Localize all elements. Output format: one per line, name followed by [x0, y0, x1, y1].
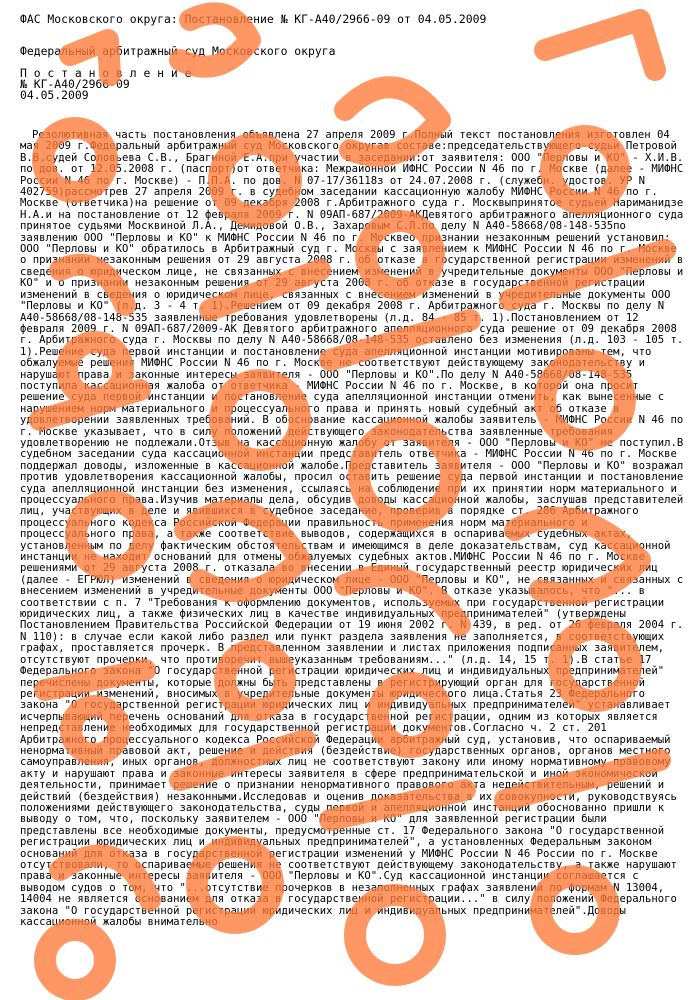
court-name: Федеральный арбитражный суд Московского округа	[20, 44, 336, 58]
page-title: ФАС Московского округа: Постановление № КГ-А40/2966-09 от 04.05.2009	[20, 12, 487, 26]
document-heading	[20, 68, 191, 101]
document-date: 04.05.2009	[20, 88, 89, 102]
document-body: Резолютивная часть постановления объявлена 27 апреля 2009 г.Полный текст постановления изготовлен 04 мая 2009 г.Федеральный арбитражный суд Московского округав составе:председательствующего-судьи Петровой В.В.судей Соловьева С.В., Брагиной Е.А.при участии в заседании:от заявителя: ООО "Перловы и КО" - Х.И.В. по дов. от 12.05.2008 г. (паспорт)от ответчика: Межрайонной ИФНС России N 46 по г. Москве (далее - МИФНС России N 46 по г. Москве) - П.П.А. по дов. N 07-17/36118з от 24.07.2008 г. (служебн. удостов. УР N 402759)рассмотрев 27 апреля 2009 г. в судебном заседании кассационную жалобу МИФНС России N 46 по г. Москве (ответчика)на решение от 09 декабря 2008 г.Арбитражного суда г. Москвыпринятое судьей Нариманидзе Н.А.и на постановление от 12 февраля 2009 г. N 09АП-687/2009-АКДевятого арбитражного апелляционного суда принятое судьями Москвиной Л.А., Демидовой О.В., Захаровым С.Л.по делу N А40-58668/08-148-535по заявлению ООО "Перловы и КО" к МИФНС России N 46 по г. Москвео признании незаконным решений установил: ООО "Перловы и КО" обратилось в Арбитражный суд г. Москвы с заявлением к МИФНС России N 46 по г. Москве о признании незаконным решения от 29 августа 2008 г. об отказе в государственной регистрации изменений в сведения о юридическом лице, не связанных с внесением изменений в учредительные документы ООО "Перловы и КО" и о признании незаконным решения от 29 августа 2008 г. об отказе в государственной регистрации изменений в сведения о юридическом лице, связанных с внесением изменений в учредительные документы ООО "Перловы и КО" (л.д. 3 - 4 т. 1).Решением от 09 декабря 2008 г. Арбитражного суда г. Москвы по делу N А40-58668/08-148-535 заявленные требования удовлетворены (л.д. 84 - 85 т. 1).Постановлением от 12 февраля 2009 г. N 09АП-687/2009-АК Девятого арбитражного апелляционного суда решение от 09 декабря 2008 г. Арбитражного суда г. Москвы по делу N А40-58668/08-148-535 оставлено без изменения (л.д. 103 - 105 т. 1).Решение суда первой инстанции и постановление суда апелляционной инстанции мотивированы тем, что обжалуемые решения МИФНС России N 46 по г. Москве не соответствуют действующему законодательству и нарушают права и законные интересы заявителя - ООО "Перловы и КО".По делу N А40-58668/08-148-535 поступила кассационная жалоба от ответчика - МИФНС России N 46 по г. Москве, в которой она просит решение суда первой инстанции и постановление суда апелляционной инстанции отменить, как вынесенные с нарушением норм материального и процессуального права и принять новый судебный акт об отказе в удовлетворении заявленных требований. В обоснование кассационной жалобы заявитель - МИФНС России N 46 по г. Москве указывает, что в силу положений действующего законодательства заявленные требования удовлетворению не подлежали.Отзыв на кассационную жалобу от заявителя - ООО "Перловы и КО" не поступил.В судебном заседании суда кассационной инстанции представитель ответчика - МИФНС России N 46 по г. Москве поддержал доводы, изложенные в кассационной жалобе.Представитель заявителя - ООО "Перловы и КО" возражал против удовлетворения кассационной жалобы, просил оставить решение суда первой инстанции и постановление суда апелляционной инстанции без изменения, ссылаясь на соблюдение при их принятии норм материального и процессуального права.Изучив материалы дела, обсудив доводы кассационной жалобы, заслушав представителей лиц, участвующих в деле и явившихся в судебное заседание, проверив в порядке ст. 286 Арбитражного процессуального кодекса Российской Федерации правильность применения норм материального и процессуального права, а также соответствие выводов, содержащихся в оспариваемых судебных актах, установленным по делу фактическим обстоятельствам и имеющимся в деле доказательствам, суд кассационной инстанции не находит оснований для отмены обжалуемых судебных актов.МИФНС России N 46 по г. Москве решениями от 29 августа 2008 г. отказала во внесении в Единый государственный реестр юридических лиц (далее - ЕГРЮЛ) изменений в сведения о юридическом лице - ООО "Перловы и КО", не связанных и связанных с внесением изменений в учредительные документы ООО "Перловы и КО". В отказе указывалось, что "... в соответствии с п. 7 "Требования к оформлению документов, используемых при государственной регистрации юридических лиц, а также физических лиц в качестве индивидуальных предпринимателей" (утверждены Постановлением Правительства Российской Федерации от 19 июня 2002 г. N 439, в ред. от 26 февраля 2004 г. N 110): в случае если какой либо раздел или пункт раздела заявления не заполняется, в соответствующих графах, проставляется прочерк. В представленном заявлении и листах приложения подписанных заявителем, отсутствуют прочерки, что противоречит вышеуказанным требованиям..." (л.д. 14, 15 т. 1).В статье 17 Федерального закона "О государственной регистрации юридических лиц и индивидуальных предпринимателей" перечислены документы, которые должны быть представлены в регистрирующий орган для государственной регистрации изменений, вносимых в учредительные документы юридического лица.Статья 23 Федерального закона "О государственной регистрации юридических лиц и индивидуальных предпринимателей" устанавливает исчерпывающий перечень оснований для отказа в государственной регистрации, одним из которых является непредставление необходимых для государственной регистрации документов.Согласно ч. 2 ст. 201 Арбитражного процессуального кодекса Российской Федерации арбитражный суд, установив, что оспариваемый ненормативный правовой акт, решение и действия (бездействие) государственных органов, органов местного самоуправления, иных органов, должностных лиц не соответствуют закону или иному нормативному правовому акту и нарушают права и законные интересы заявителя в сфере предпринимательской и иной экономической деятельности, принимает решение о признании ненормативного правового акта недействительным, решений и действий (бездействия) незаконными.Исследовав и оценив доказательства в их совокупности, руководствуясь положениями действующего законодательства, суды первой и апелляционной инстанций обоснованно пришли к выводу о том, что, поскольку заявителем - ООО "Перловы и КО" для заявленной регистрации были представлены все необходимые документы, предусмотренные ст. 17 Федерального закона "О государственной регистрации юридических лиц и индивидуальных предпринимателей", а установленных Федеральным законом оснований для отказа в государственной регистрации изменений у МИФНС России N 46 России по г. Москве отсутствовали, то оспариваемые решения не соответствуют действующему законодательству, а также нарушают права и законные интересы заявителя - ООО "Перловы и КО".Суд кассационной инстанции соглашается с выводом судов о том, что "...отсутствие прочерков в незаполненных графах заявлений по формам N 13004, 14004 не является основанием для отказа в государственной регистрации..." в силу положений Федерального закона "О государственной регистрации юридических лиц и индивидуальных предпринимателей".Доводы кассационной жалобы внимательно	[20, 130, 684, 929]
document-number: № КГ-А40/2966-09	[20, 77, 130, 91]
document-type: П о с т а н о в л е н и е	[20, 66, 192, 80]
